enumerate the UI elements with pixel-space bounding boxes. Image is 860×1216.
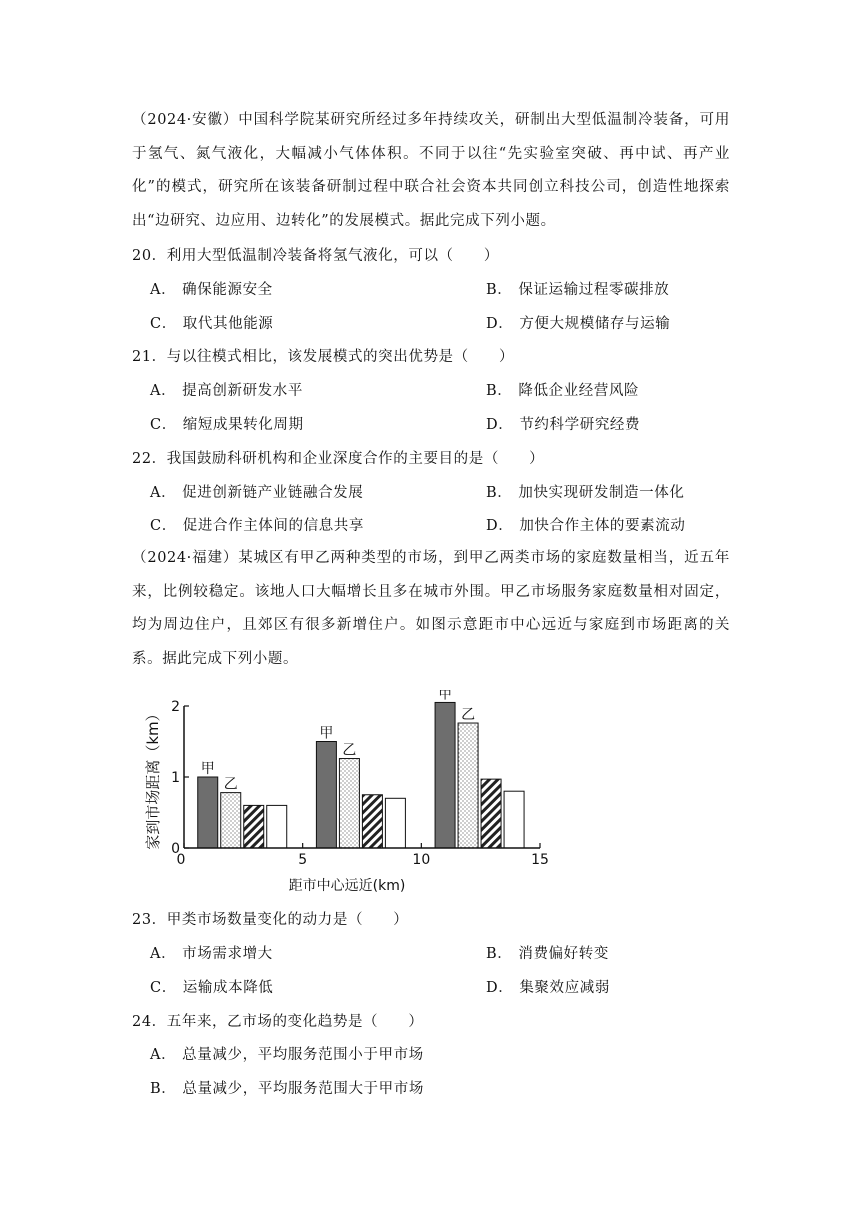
option-text: 降低企业经营风险 — [518, 383, 640, 399]
q20-option-a[interactable] — [150, 280, 273, 300]
option-label: C． — [150, 518, 177, 534]
option-text: 缩短成果转化周期 — [182, 417, 304, 433]
y-tick-label: 2 — [171, 699, 180, 715]
bar-label-group-3-series-1: 甲 — [438, 690, 453, 703]
option-label: A． — [150, 282, 177, 298]
q20-option-b[interactable] — [486, 280, 669, 300]
q23-option-a[interactable] — [150, 944, 273, 964]
option-text: 节约科学研究经费 — [519, 417, 641, 433]
q20-option-c[interactable] — [150, 314, 273, 334]
bar-blank-group-3 — [504, 791, 524, 848]
x-tick-label: 15 — [531, 852, 549, 868]
question-21-stem: 21．与以往模式相比，该发展模式的突出优势是（ ） — [132, 349, 515, 365]
q22-option-b[interactable] — [486, 483, 684, 503]
option-text: 保证运输过程零碳排放 — [518, 282, 670, 298]
option-label: A． — [150, 383, 177, 399]
option-label: A． — [150, 946, 177, 962]
x-axis-label: 距市中心远近(km) — [288, 878, 406, 894]
bar-label-group-2-series-2: 乙 — [342, 742, 357, 759]
q24-option-b[interactable] — [150, 1079, 424, 1099]
q21-option-c[interactable] — [150, 415, 304, 435]
bars-layer — [198, 702, 524, 848]
option-text: 加快合作主体的要素流动 — [519, 518, 686, 534]
x-tick-label: 10 — [412, 852, 431, 868]
chart-svg — [144, 690, 564, 900]
bar-jia-group-2 — [316, 742, 336, 849]
option-text: 取代其他能源 — [182, 316, 274, 332]
bar-labels-layer — [201, 690, 475, 793]
option-label: B． — [486, 282, 513, 298]
bar-chart — [144, 690, 564, 900]
bar-label-group-3-series-2: 乙 — [461, 707, 476, 724]
bar-blank-group-2 — [385, 798, 405, 848]
option-label: D． — [486, 316, 514, 332]
q20-option-d[interactable] — [486, 314, 670, 334]
q21-option-d[interactable] — [486, 415, 640, 435]
q24-option-a[interactable] — [150, 1045, 424, 1065]
q22-option-d[interactable] — [486, 516, 685, 536]
option-text: 加快实现研发制造一体化 — [518, 485, 685, 501]
option-text: 总量减少，平均服务范围大于甲市场 — [182, 1081, 424, 1097]
option-text: 运输成本降低 — [182, 980, 274, 996]
bar-hatched-group-2 — [362, 795, 382, 848]
option-text: 市场需求增大 — [182, 946, 273, 962]
question-24-stem: 24．五年来，乙市场的变化趋势是（ ） — [132, 1014, 424, 1030]
x-tick-label: 5 — [298, 852, 308, 868]
option-text: 总量减少，平均服务范围小于甲市场 — [182, 1047, 424, 1063]
x-tick-label: 0 — [176, 852, 186, 868]
bar-label-group-1-series-2: 乙 — [223, 776, 238, 793]
option-text: 促进合作主体间的信息共享 — [182, 518, 364, 534]
option-label: C． — [150, 417, 177, 433]
q22-option-c[interactable] — [150, 516, 364, 536]
y-tick-label: 0 — [171, 841, 180, 857]
option-label: B． — [486, 383, 513, 399]
q21-option-b[interactable] — [486, 381, 639, 401]
bar-jia-group-1 — [198, 777, 218, 848]
option-text: 提高创新研发水平 — [182, 383, 303, 399]
bar-hatched-group-3 — [481, 779, 501, 848]
q23-option-b[interactable] — [486, 944, 609, 964]
passage-intro-fujian: （2024·福建）某城区有甲乙两种类型的市场，到甲乙两类市场的家庭数量相当，近五年来，比例较稳定。该地人口大幅增长且多在城市外围。甲乙市场服务家庭数量相对固定，均为周边住户，且郊区有很多新增住户。如图示意距市中心远近与家庭到市场距离的关系。据此完成下列小题。 — [132, 550, 730, 667]
passage-intro-anhui: （2024·安徽）中国科学院某研究所经过多年持续攻关，研制出大型低温制冷装备，可用于氢气、氮气液化，大幅减小气体体积。不同于以往“先实验室突破、再中试、再产业化”的模式，研究所在该装备研制过程中联合社会资本共同创立科技公司，创造性地探索出“边研究、边应用、边转化”的发展模式。据此完成下列小题。 — [132, 112, 730, 229]
question-22-stem: 22．我国鼓励科研机构和企业深度合作的主要目的是（ ） — [132, 451, 545, 467]
bar-label-group-1-series-1: 甲 — [200, 761, 215, 777]
option-label: D． — [486, 417, 514, 433]
option-text: 确保能源安全 — [182, 282, 273, 298]
q23-option-d[interactable] — [486, 978, 610, 998]
question-20-stem: 20．利用大型低温制冷装备将氢气液化，可以（ ） — [132, 248, 499, 264]
option-text: 消费偏好转变 — [518, 946, 609, 962]
y-tick-label: 1 — [171, 770, 180, 786]
option-label: A． — [150, 485, 177, 501]
q22-option-a[interactable] — [150, 483, 363, 503]
q21-option-a[interactable] — [150, 381, 303, 401]
option-text: 方便大规模储存与运输 — [519, 316, 671, 332]
option-text: 促进创新链产业链融合发展 — [182, 485, 364, 501]
option-label: C． — [150, 316, 177, 332]
option-label: D． — [486, 518, 514, 534]
option-label: D． — [486, 980, 514, 996]
bar-jia-group-3 — [435, 702, 455, 848]
option-label: B． — [486, 946, 513, 962]
option-label: A． — [150, 1047, 177, 1063]
bar-yi-group-2 — [339, 759, 359, 848]
question-23-stem: 23．甲类市场数量变化的动力是（ ） — [132, 912, 409, 928]
option-label: B． — [486, 485, 513, 501]
option-label: B． — [150, 1081, 177, 1097]
q23-option-c[interactable] — [150, 978, 273, 998]
bar-blank-group-1 — [267, 805, 287, 848]
bar-hatched-group-1 — [244, 805, 264, 848]
y-axis-label: 家到市场距离（km） — [144, 706, 162, 850]
option-label: C． — [150, 980, 177, 996]
option-text: 集聚效应减弱 — [519, 980, 610, 996]
bar-label-group-2-series-1: 甲 — [319, 725, 334, 742]
bar-yi-group-3 — [458, 723, 478, 848]
bar-yi-group-1 — [221, 793, 241, 848]
